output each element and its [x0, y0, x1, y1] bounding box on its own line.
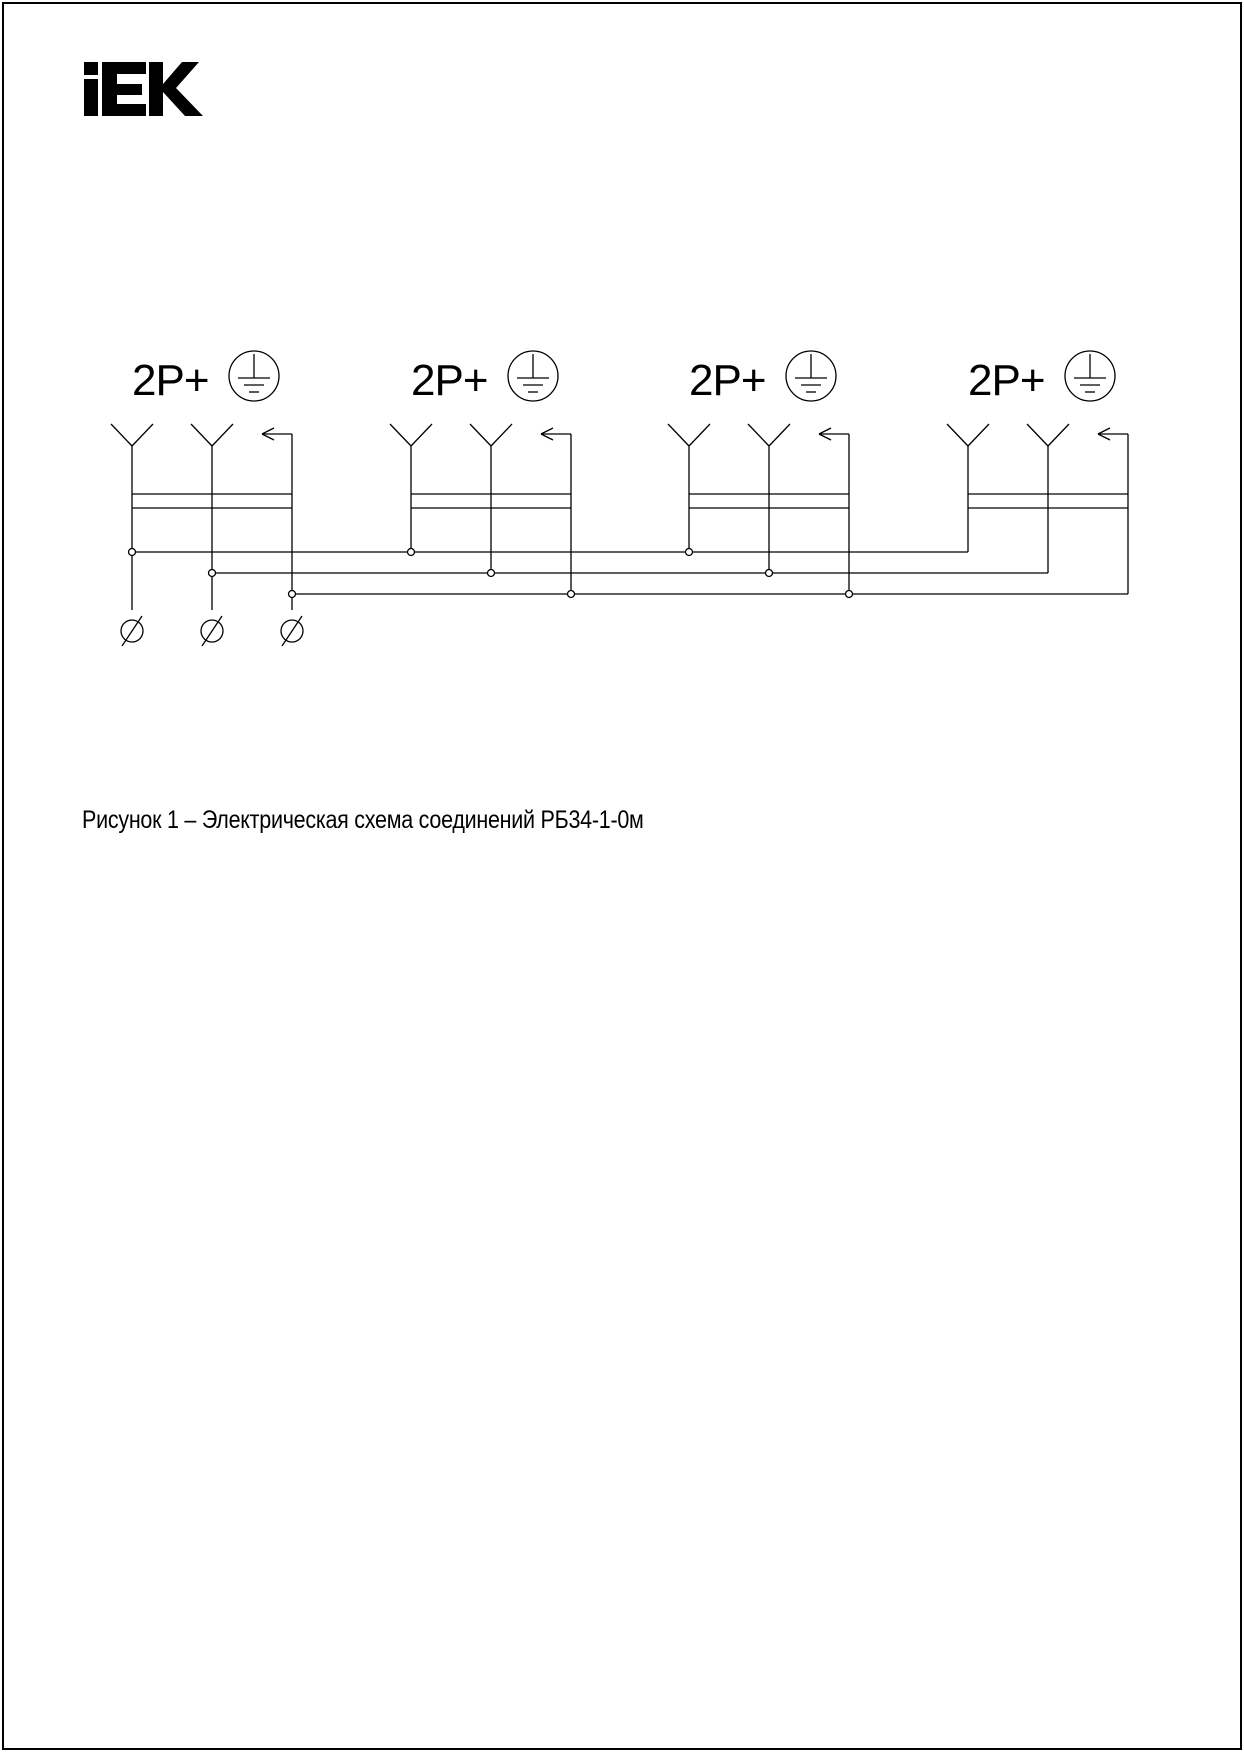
socket-label-3: 2P+	[689, 356, 766, 405]
socket-label-2: 2P+	[411, 356, 488, 405]
contact-fork-4-2	[1048, 424, 1069, 446]
junction-dot	[846, 591, 853, 598]
socket-labels	[132, 356, 1045, 405]
contact-fork-2-1	[411, 424, 432, 446]
junction-dot	[568, 591, 575, 598]
earth-contact-arrow-3	[819, 428, 831, 434]
contact-fork-1-2	[191, 424, 212, 446]
contact-fork-1-2	[212, 424, 233, 446]
earth-contact-arrow-1	[262, 434, 274, 440]
contact-fork-4-1	[968, 424, 989, 446]
earth-contact-arrow-4	[1098, 428, 1110, 434]
contact-fork-3-1	[668, 424, 689, 446]
contact-fork-4-1	[947, 424, 968, 446]
contact-fork-3-2	[748, 424, 769, 446]
contact-fork-4-2	[1027, 424, 1048, 446]
earth-contact-arrow-2	[541, 434, 553, 440]
earth-contact-arrow-2	[541, 428, 553, 434]
contact-fork-2-2	[491, 424, 512, 446]
contact-fork-1-1	[111, 424, 132, 446]
earth-contact-arrow-3	[819, 434, 831, 440]
iek-logo	[84, 62, 203, 116]
socket-label-4: 2P+	[968, 356, 1045, 405]
junction-dot	[766, 570, 773, 577]
contact-fork-3-2	[769, 424, 790, 446]
contact-fork-1-1	[132, 424, 153, 446]
figure-caption: Рисунок 1 – Электрическая схема соединений РБ34-1-0м	[82, 806, 644, 834]
junction-dot	[209, 570, 216, 577]
junction-dot	[289, 591, 296, 598]
contact-fork-3-1	[689, 424, 710, 446]
socket-label-1: 2P+	[132, 356, 209, 405]
junction-dot	[488, 570, 495, 577]
junction-dot	[686, 549, 693, 556]
junction-dot	[129, 549, 136, 556]
earth-contact-arrow-1	[262, 428, 274, 434]
junction-dot	[408, 549, 415, 556]
contact-fork-2-1	[390, 424, 411, 446]
earth-contact-arrow-4	[1098, 434, 1110, 440]
contact-fork-2-2	[470, 424, 491, 446]
